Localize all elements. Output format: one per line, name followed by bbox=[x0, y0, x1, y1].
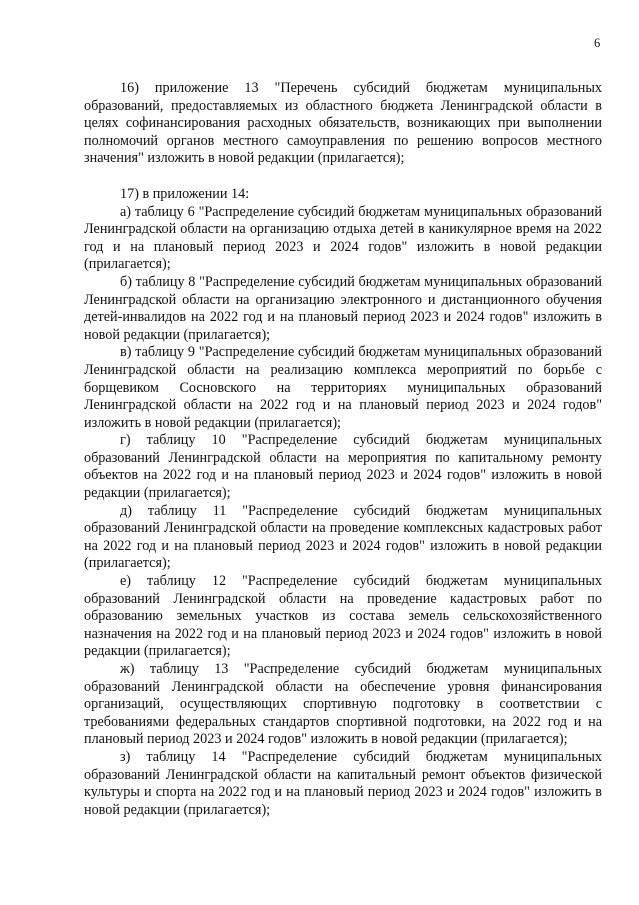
paragraph-subitem-g: г) таблицу 10 "Распределение субсидий бюджетам муниципальных образований Ленинградской области на мероприятия по капитальному ремонту объектов на 2022 год и на плановый период 2023 и 2024 годов" изложить в новой редакции (прилагается); bbox=[84, 432, 602, 502]
paragraph-gap bbox=[84, 168, 602, 186]
paragraph-item-16: 16) приложение 13 "Перечень субсидий бюджетам муниципальных образований, предоставляемых из областного бюджета Ленинградской области в целях софинансирования расходных обязательств, возникающих при выполнении полномочий органов местного самоуправления по решению вопросов местного значения" изложить в новой редакции (прилагается); bbox=[84, 80, 602, 167]
paragraph-subitem-b: б) таблицу 8 "Распределение субсидий бюджетам муниципальных образований Ленинградской области на организацию электронного и дистанционного обучения детей-инвалидов на 2022 год и на плановый период 2023 и 2024 годов" изложить в новой редакции (прилагается); bbox=[84, 273, 602, 343]
paragraph-subitem-v: в) таблицу 9 "Распределение субсидий бюджетам муниципальных образований Ленинградской области на реализацию комплекса мероприятий по борьбе с борщевиком Сосновского на территориях муниципальных образований Ленинградской области на 2022 год и на плановый период 2023 и 2024 годов" изложить в новой редакции (прилагается); bbox=[84, 344, 602, 431]
paragraph-item-17: 17) в приложении 14: bbox=[120, 185, 250, 202]
page-number: 6 bbox=[594, 36, 601, 50]
paragraph-subitem-e: е) таблицу 12 "Распределение субсидий бюджетам муниципальных образований Ленинградской области на проведение кадастровых работ по образованию земельных участков из состава земель сельскохозяйственного назначения на 2022 год и на плановый период 2023 и 2024 годов" изложить в новой редакции (прилагается); bbox=[84, 573, 602, 660]
document-body bbox=[84, 80, 602, 819]
paragraph-subitem-a: а) таблицу 6 "Распределение субсидий бюджетам муниципальных образований Ленинградской области на организацию отдыха детей в каникулярное время на 2022 год и на плановый период 2023 и 2024 годов" изложить в новой редакции (прилагается); bbox=[84, 203, 602, 273]
paragraph-subitem-z: з) таблицу 14 "Распределение субсидий бюджетам муниципальных образований Ленинградской области на капитальный ремонт объектов физической культуры и спорта на 2022 год и на плановый период 2023 и 2024 годов" изложить в новой редакции (прилагается); bbox=[84, 748, 602, 818]
paragraph-subitem-zh: ж) таблицу 13 "Распределение субсидий бюджетам муниципальных образований Ленинградской области на обеспечение уровня финансирования организаций, осуществляющих спортивную подготовку в соответствии с требованиями федеральных стандартов спортивной подготовки, на 2022 год и на плановый период 2023 и 2024 годов" изложить в новой редакции (прилагается); bbox=[84, 661, 602, 748]
paragraph-subitem-d: д) таблицу 11 "Распределение субсидий бюджетам муниципальных образований Ленинградской области на проведение комплексных кадастровых работ на 2022 год и на плановый период 2023 и 2024 годов" изложить в новой редакции (прилагается); bbox=[84, 502, 602, 572]
